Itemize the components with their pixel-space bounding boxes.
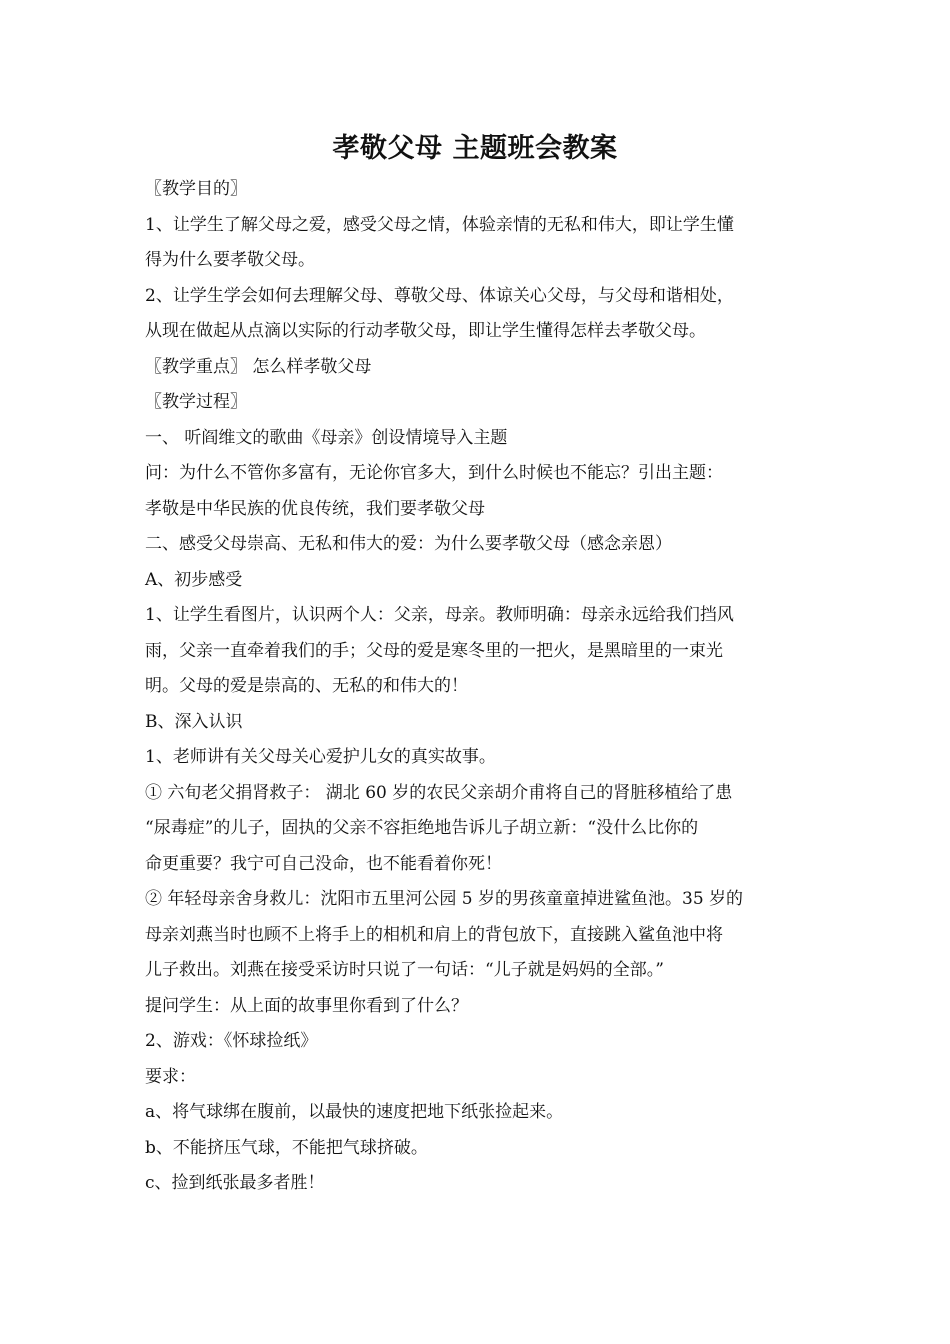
body-line: 〖教学重点〗 怎么样孝敬父母 bbox=[145, 356, 372, 377]
body-line: 母亲刘燕当时也顾不上将手上的相机和肩上的背包放下，直接跳入鲨鱼池中将 bbox=[145, 924, 723, 945]
body-line: 一、 听阎维文的歌曲《母亲》创设情境导入主题 bbox=[145, 427, 508, 448]
body-line: A、初步感受 bbox=[145, 569, 243, 590]
body-line: 孝敬是中华民族的优良传统，我们要孝敬父母 bbox=[145, 498, 485, 519]
body-line: 要求： bbox=[145, 1066, 196, 1087]
body-line: c、捡到纸张最多者胜！ bbox=[145, 1173, 325, 1193]
document-title: 孝敬父母 主题班会教案 bbox=[332, 133, 618, 164]
body-line: 明。父母的爱是崇高的、无私的和伟大的！ bbox=[145, 676, 468, 696]
body-line: 2、让学生学会如何去理解父母、尊敬父母、体谅关心父母，与父母和谐相处， bbox=[145, 285, 734, 306]
body-line: 〖教学目的〗 bbox=[145, 179, 247, 199]
body-line: 问：为什么不管你多富有，无论你官多大，到什么时候也不能忘？引出主题： bbox=[145, 463, 723, 483]
body-line: 提问学生：从上面的故事里你看到了什么？ bbox=[145, 995, 468, 1016]
body-line: 〖教学过程〗 bbox=[145, 392, 247, 412]
body-line: 从现在做起从点滴以实际的行动孝敬父母，即让学生懂得怎样去孝敬父母。 bbox=[145, 321, 706, 341]
body-line: 二、感受父母崇高、无私和伟大的爱：为什么要孝敬父母（感念亲恩） bbox=[145, 534, 672, 554]
body-line: b、不能挤压气球，不能把气球挤破。 bbox=[145, 1137, 428, 1158]
body-line: 得为什么要孝敬父母。 bbox=[145, 250, 315, 270]
body-line: 雨，父亲一直牵着我们的手；父母的爱是寒冬里的一把火，是黑暗里的一束光 bbox=[145, 640, 723, 661]
body-line: B、深入认识 bbox=[145, 711, 243, 732]
body-line: a、将气球绑在腹前，以最快的速度把地下纸张捡起来。 bbox=[145, 1102, 564, 1122]
document-body bbox=[145, 172, 815, 1202]
body-line: ① 六旬老父捐肾救子： 湖北 60 岁的农民父亲胡介甫将自己的肾脏移植给了患 bbox=[145, 782, 733, 803]
body-line: “尿毒症”的儿子，固执的父亲不容拒绝地告诉儿子胡立新：“没什么比你的 bbox=[145, 818, 699, 838]
body-line: 1、让学生看图片，认识两个人：父亲，母亲。教师明确：母亲永远给我们挡风 bbox=[145, 605, 734, 625]
body-line: 命更重要？我宁可自己没命，也不能看着你死！ bbox=[145, 853, 502, 874]
body-line: 2、游戏：《怀球捡纸》 bbox=[145, 1031, 318, 1051]
body-line: 1、老师讲有关父母关心爱护儿女的真实故事。 bbox=[145, 747, 496, 767]
body-line: ② 年轻母亲舍身救儿：沈阳市五里河公园 5 岁的男孩童童掉进鲨鱼池。35 岁的 bbox=[145, 889, 744, 909]
body-line: 1、让学生了解父母之爱，感受父母之情，体验亲情的无私和伟大，即让学生懂 bbox=[145, 214, 734, 235]
body-line: 儿子救出。刘燕在接受采访时只说了一句话：“儿子就是妈妈的全部。” bbox=[145, 960, 664, 980]
